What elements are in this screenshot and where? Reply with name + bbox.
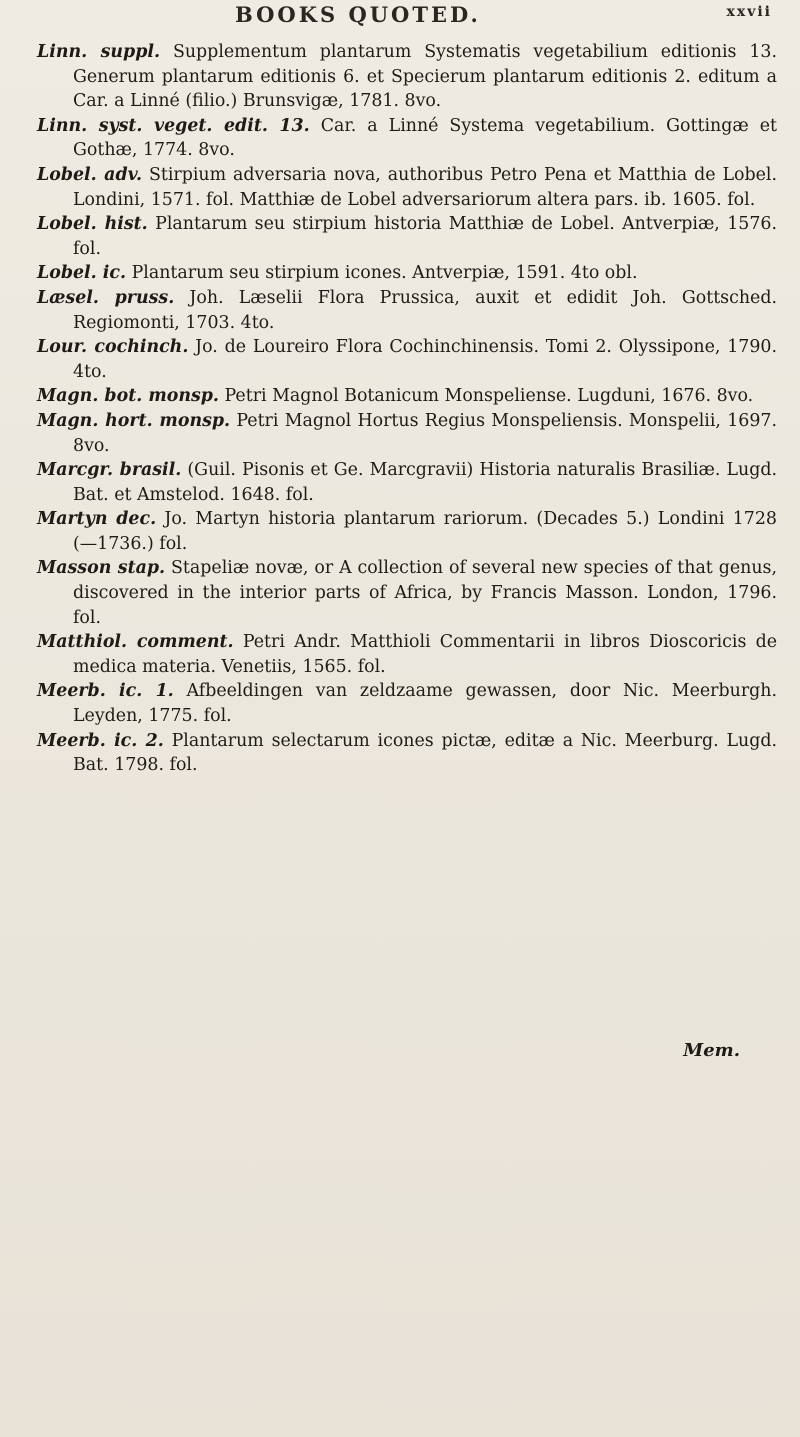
entry-abbreviation: Masson stap. xyxy=(37,558,166,579)
entry-abbreviation: Marcgr. brasil. xyxy=(37,460,182,481)
bibliography-entry xyxy=(37,335,777,384)
page-number: xxvii xyxy=(726,4,772,20)
entry-text: (Guil. Pisonis et Ge. Marcgravii) Historia naturalis Brasiliæ. Lugd. Bat. et Amstelod. 1648. fol. xyxy=(73,460,777,505)
entry-abbreviation: Lobel. ic. xyxy=(37,263,127,284)
bibliography-entry xyxy=(37,286,777,335)
entry-text: Jo. de Loureiro Flora Cochinchinensis. Tomi 2. Olyssipone, 1790. 4to. xyxy=(73,337,777,382)
entry-text: Petri Magnol Botanicum Monspeliense. Lugduni, 1676. 8vo. xyxy=(224,386,754,407)
entry-text: Jo. Martyn historia plantarum rariorum. (Decades 5.) Londini 1728 (—1736.) fol. xyxy=(73,509,777,554)
entry-abbreviation: Lobel. hist. xyxy=(37,214,148,235)
entry-text: Petri Andr. Matthioli Commentarii in libros Dioscoricis de medica materia. Venetiis, 1565. fol. xyxy=(73,632,777,677)
bibliography-entry xyxy=(37,630,777,679)
bibliography-entry xyxy=(37,261,777,286)
entry-text: Petri Magnol Hortus Regius Monspeliensis. Monspelii, 1697. 8vo. xyxy=(73,410,777,456)
entry-text: Car. a Linné Systema vegetabilium. Gottingæ et Gothæ, 1774. 8vo. xyxy=(73,115,778,161)
entry-abbreviation: Lour. cochinch. xyxy=(37,337,189,358)
entry-text: Supplementum plantarum Systematis vegetabilium editionis 13. Generum plantarum editionis 6. et Specierum plantarum editionis 2. editum a Car. a Linné (filio.) Brunsvigæ, 1781. 8vo. xyxy=(73,42,777,112)
entry-abbreviation: Læsel. pruss. xyxy=(37,287,175,308)
entry-abbreviation: Magn. hort. monsp. xyxy=(37,410,231,431)
entry-abbreviation: Lobel. adv. xyxy=(37,164,143,185)
entry-text: Stirpium adversaria nova, authoribus Petro Pena et Matthia de Lobel. Londini, 1571. fol. Matthiæ de Lobel adversariorum altera pars. ib. 1605. fol. xyxy=(73,164,777,210)
bibliography-list xyxy=(37,40,777,778)
entry-text: Plantarum selectarum icones pictæ, editæ a Nic. Meerburg. Lugd. Bat. 1798. fol. xyxy=(73,730,778,776)
bibliography-entry xyxy=(37,384,777,409)
bibliography-entry xyxy=(37,458,777,507)
catchword: Mem. xyxy=(683,1040,740,1061)
bibliography-entry xyxy=(37,40,777,114)
bibliography-entry xyxy=(37,212,777,261)
bibliography-entry xyxy=(37,729,777,778)
bibliography-entry xyxy=(37,507,777,556)
bibliography-entry xyxy=(37,409,777,458)
entry-text: Plantarum seu stirpium historia Matthiæ de Lobel. Antverpiæ, 1576. fol. xyxy=(73,214,777,259)
entry-text: Afbeeldingen van zeldzaame gewassen, door Nic. Meerburgh. Leyden, 1775. fol. xyxy=(73,681,777,727)
entry-abbreviation: Meerb. ic. 2. xyxy=(37,730,164,751)
bibliography-entry xyxy=(37,163,777,212)
entry-text: Stapeliæ novæ, or A collection of several new species of that genus, discovered in the interior parts of Africa, by Francis Masson. London, 1796. fol. xyxy=(73,558,777,628)
bibliography-entry xyxy=(37,556,777,630)
entry-abbreviation: Linn. syst. veget. edit. 13. xyxy=(37,115,310,136)
bibliography-entry xyxy=(37,114,777,163)
entry-abbreviation: Martyn dec. xyxy=(37,509,157,530)
entry-text: Joh. Læselii Flora Prussica, auxit et edidit Joh. Gottsched. Regiomonti, 1703. 4to. xyxy=(73,287,777,333)
entry-abbreviation: Magn. bot. monsp. xyxy=(37,386,219,407)
bibliography-entry xyxy=(37,679,777,728)
entry-text: Plantarum seu stirpium icones. Antverpiæ, 1591. 4to obl. xyxy=(131,263,638,284)
running-title: BOOKS QUOTED. xyxy=(235,2,481,27)
entry-abbreviation: Matthiol. comment. xyxy=(37,632,234,653)
entry-abbreviation: Meerb. ic. 1. xyxy=(37,681,174,702)
entry-abbreviation: Linn. suppl. xyxy=(37,42,161,62)
